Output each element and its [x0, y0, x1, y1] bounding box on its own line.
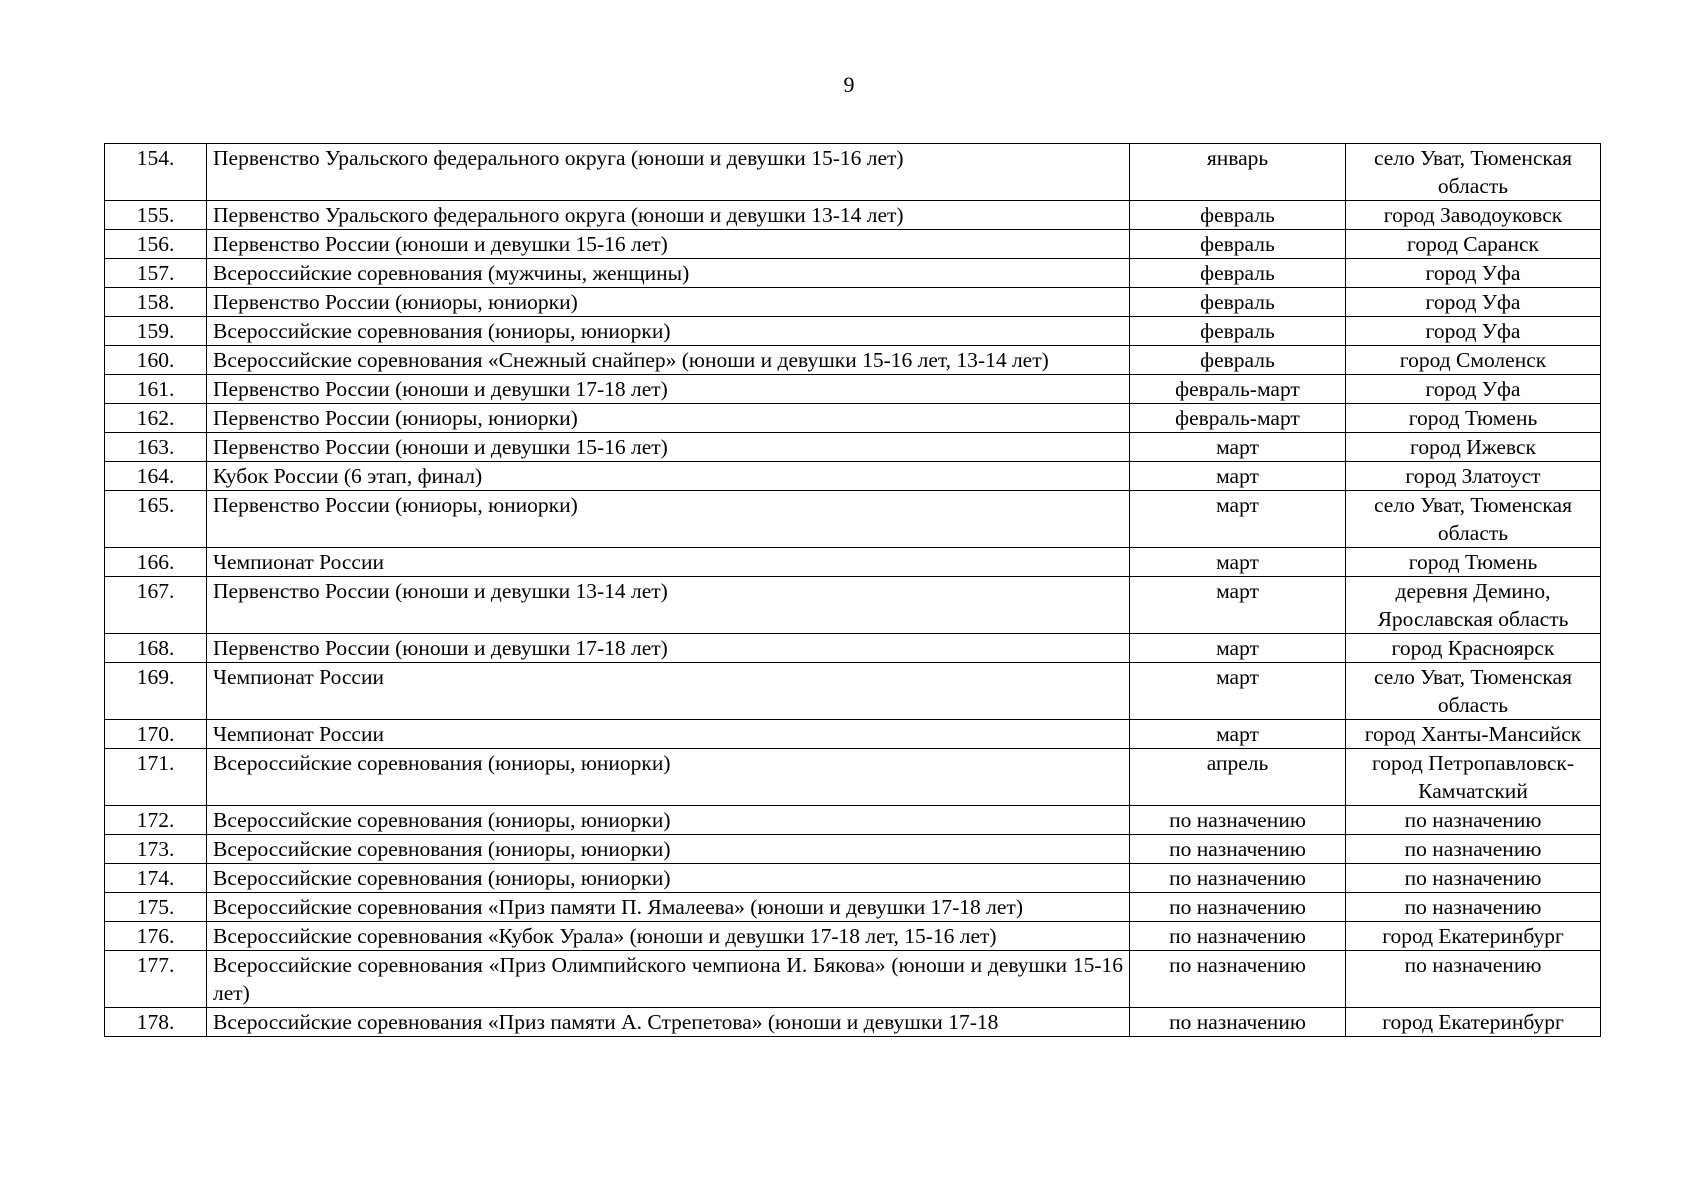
table-row	[105, 720, 1601, 749]
event-name: Первенство России (юноши и девушки 17-18 лет)	[207, 634, 1130, 663]
table-row	[105, 806, 1601, 835]
table-row	[105, 259, 1601, 288]
event-name: Первенство России (юниоры, юниорки)	[207, 404, 1130, 433]
event-date: март	[1130, 634, 1346, 663]
event-date: март	[1130, 548, 1346, 577]
row-number: 172.	[105, 806, 207, 835]
event-place: город Тюмень	[1346, 548, 1601, 577]
row-number: 173.	[105, 835, 207, 864]
event-place: по назначению	[1346, 806, 1601, 835]
event-place: деревня Демино, Ярославская область	[1346, 577, 1601, 634]
event-place: город Красноярск	[1346, 634, 1601, 663]
event-date: март	[1130, 491, 1346, 548]
event-date: март	[1130, 577, 1346, 634]
row-number: 164.	[105, 462, 207, 491]
event-date: по назначению	[1130, 1008, 1346, 1037]
row-number: 159.	[105, 317, 207, 346]
table-row	[105, 951, 1601, 1008]
event-name: Всероссийские соревнования (юниоры, юниорки)	[207, 835, 1130, 864]
event-place: по назначению	[1346, 893, 1601, 922]
row-number: 175.	[105, 893, 207, 922]
event-date: по назначению	[1130, 806, 1346, 835]
event-date: по назначению	[1130, 922, 1346, 951]
row-number: 168.	[105, 634, 207, 663]
event-place: по назначению	[1346, 864, 1601, 893]
row-number: 176.	[105, 922, 207, 951]
event-name: Всероссийские соревнования «Приз памяти А. Стрепетова» (юноши и девушки 17-18	[207, 1008, 1130, 1037]
table-row	[105, 749, 1601, 806]
event-name: Первенство России (юноши и девушки 17-18 лет)	[207, 375, 1130, 404]
row-number: 178.	[105, 1008, 207, 1037]
table-row	[105, 491, 1601, 548]
event-date: февраль	[1130, 259, 1346, 288]
event-date: апрель	[1130, 749, 1346, 806]
event-name: Чемпионат России	[207, 720, 1130, 749]
event-name: Всероссийские соревнования «Приз Олимпийского чемпиона И. Бякова» (юноши и девушки 15-16 лет)	[207, 951, 1130, 1008]
event-place: город Ижевск	[1346, 433, 1601, 462]
event-place: город Уфа	[1346, 259, 1601, 288]
row-number: 174.	[105, 864, 207, 893]
event-name: Всероссийские соревнования «Кубок Урала» (юноши и девушки 17-18 лет, 15-16 лет)	[207, 922, 1130, 951]
event-name: Всероссийские соревнования «Приз памяти П. Ямалеева» (юноши и девушки 17-18 лет)	[207, 893, 1130, 922]
event-place: село Уват, Тюменская область	[1346, 663, 1601, 720]
row-number: 167.	[105, 577, 207, 634]
table-row	[105, 317, 1601, 346]
event-name: Первенство России (юниоры, юниорки)	[207, 288, 1130, 317]
row-number: 157.	[105, 259, 207, 288]
event-place: город Ханты-Мансийск	[1346, 720, 1601, 749]
event-place: по назначению	[1346, 835, 1601, 864]
event-date: по назначению	[1130, 893, 1346, 922]
table-row	[105, 433, 1601, 462]
event-name: Всероссийские соревнования (юниоры, юниорки)	[207, 864, 1130, 893]
table-row	[105, 1008, 1601, 1037]
event-place: город Уфа	[1346, 317, 1601, 346]
event-name: Всероссийские соревнования (мужчины, женщины)	[207, 259, 1130, 288]
event-date: март	[1130, 462, 1346, 491]
row-number: 158.	[105, 288, 207, 317]
event-name: Чемпионат России	[207, 663, 1130, 720]
event-date: март	[1130, 720, 1346, 749]
event-date: февраль-март	[1130, 375, 1346, 404]
event-date: по назначению	[1130, 835, 1346, 864]
row-number: 166.	[105, 548, 207, 577]
table-row	[105, 577, 1601, 634]
table-row	[105, 144, 1601, 201]
event-name: Чемпионат России	[207, 548, 1130, 577]
event-name: Всероссийские соревнования (юниоры, юниорки)	[207, 806, 1130, 835]
table-row	[105, 835, 1601, 864]
row-number: 161.	[105, 375, 207, 404]
table-row	[105, 462, 1601, 491]
table-row	[105, 404, 1601, 433]
row-number: 169.	[105, 663, 207, 720]
event-name: Кубок России (6 этап, финал)	[207, 462, 1130, 491]
event-name: Первенство Уральского федерального округа (юноши и девушки 13-14 лет)	[207, 201, 1130, 230]
event-place: город Тюмень	[1346, 404, 1601, 433]
event-place: город Екатеринбург	[1346, 1008, 1601, 1037]
event-place: город Златоуст	[1346, 462, 1601, 491]
event-date: февраль	[1130, 288, 1346, 317]
table-row	[105, 634, 1601, 663]
event-place: город Уфа	[1346, 288, 1601, 317]
event-date: февраль	[1130, 346, 1346, 375]
row-number: 162.	[105, 404, 207, 433]
event-place: село Уват, Тюменская область	[1346, 491, 1601, 548]
event-date: январь	[1130, 144, 1346, 201]
table-row	[105, 375, 1601, 404]
event-date: февраль	[1130, 230, 1346, 259]
event-place: город Петропавловск-Камчатский	[1346, 749, 1601, 806]
table-row	[105, 346, 1601, 375]
row-number: 154.	[105, 144, 207, 201]
row-number: 170.	[105, 720, 207, 749]
event-date: март	[1130, 433, 1346, 462]
event-name: Всероссийские соревнования (юниоры, юниорки)	[207, 317, 1130, 346]
event-place: город Уфа	[1346, 375, 1601, 404]
event-name: Первенство России (юниоры, юниорки)	[207, 491, 1130, 548]
table-row	[105, 230, 1601, 259]
event-name: Всероссийские соревнования «Снежный снайпер» (юноши и девушки 15-16 лет, 13-14 лет)	[207, 346, 1130, 375]
events-table-body	[105, 144, 1601, 1037]
event-place: по назначению	[1346, 951, 1601, 1008]
row-number: 177.	[105, 951, 207, 1008]
table-row	[105, 893, 1601, 922]
event-name: Первенство России (юноши и девушки 15-16 лет)	[207, 433, 1130, 462]
row-number: 155.	[105, 201, 207, 230]
page-number: 9	[843, 72, 855, 97]
event-place: город Саранск	[1346, 230, 1601, 259]
event-place: город Смоленск	[1346, 346, 1601, 375]
event-name: Первенство России (юноши и девушки 13-14 лет)	[207, 577, 1130, 634]
table-row	[105, 922, 1601, 951]
event-date: февраль-март	[1130, 404, 1346, 433]
event-name: Первенство России (юноши и девушки 15-16 лет)	[207, 230, 1130, 259]
event-place: город Екатеринбург	[1346, 922, 1601, 951]
row-number: 156.	[105, 230, 207, 259]
row-number: 160.	[105, 346, 207, 375]
row-number: 163.	[105, 433, 207, 462]
events-table	[104, 143, 1601, 1037]
table-row	[105, 864, 1601, 893]
table-row	[105, 548, 1601, 577]
event-date: по назначению	[1130, 951, 1346, 1008]
event-place: город Заводоуковск	[1346, 201, 1601, 230]
event-name: Первенство Уральского федерального округа (юноши и девушки 15-16 лет)	[207, 144, 1130, 201]
table-row	[105, 288, 1601, 317]
event-date: февраль	[1130, 317, 1346, 346]
table-row	[105, 663, 1601, 720]
event-date: по назначению	[1130, 864, 1346, 893]
row-number: 165.	[105, 491, 207, 548]
event-date: февраль	[1130, 201, 1346, 230]
row-number: 171.	[105, 749, 207, 806]
table-row	[105, 201, 1601, 230]
event-place: село Уват, Тюменская область	[1346, 144, 1601, 201]
event-date: март	[1130, 663, 1346, 720]
event-name: Всероссийские соревнования (юниоры, юниорки)	[207, 749, 1130, 806]
